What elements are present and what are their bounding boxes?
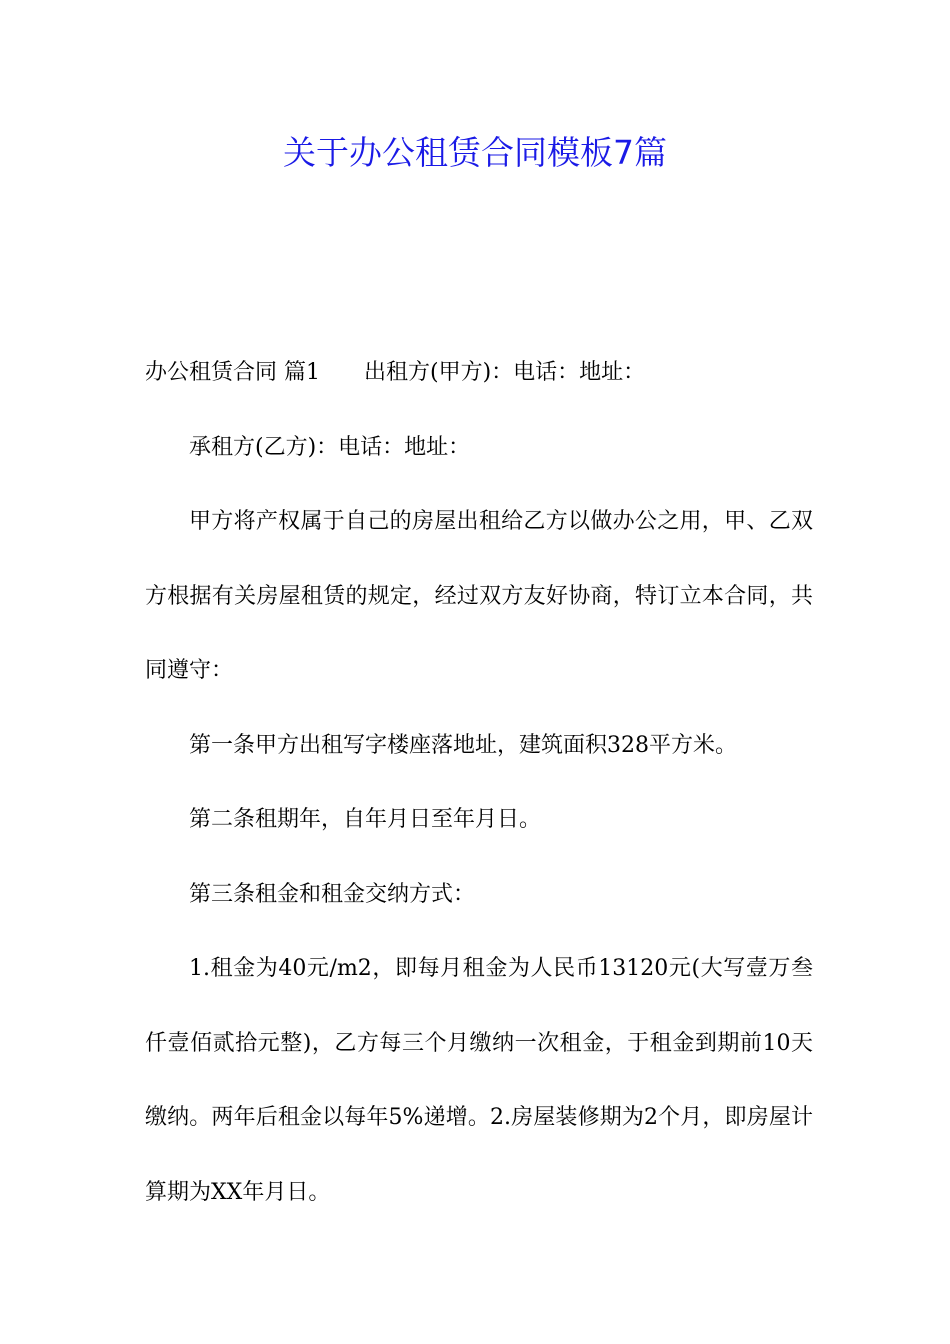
rent-terms-paragraph: 1.租金为40元/m2，即每月租金为人民币13120元(大写壹万叁仟壹佰贰拾元整)，乙方每三个月缴纳一次租金，于租金到期前10天缴纳。两年后租金以每年5%递增。2.房屋装修期为2个月，即房屋计算期为XX年月日。 bbox=[145, 956, 813, 1205]
document-title: 关于办公租赁合同模板7篇 bbox=[283, 133, 667, 172]
lessee-info: 承租方(乙方)：电话：地址： bbox=[189, 434, 471, 460]
article-1-paragraph: 第一条甲方出租写字楼座落地址，建筑面积328平方米。 bbox=[189, 732, 737, 758]
contract-section-label: 办公租赁合同 篇1 bbox=[145, 360, 320, 385]
document-body bbox=[145, 336, 813, 1230]
lessor-info: 出租方(甲方)：电话：地址： bbox=[364, 360, 646, 385]
contract-heading-line bbox=[145, 336, 813, 411]
preamble-paragraph: 甲方将产权属于自己的房屋出租给乙方以做办公之用，甲、乙双方根据有关房屋租赁的规定，经过双方友好协商，特订立本合同，共同遵守： bbox=[145, 509, 813, 683]
article-3-heading: 第三条租金和租金交纳方式： bbox=[189, 881, 476, 907]
article-2-paragraph: 第二条租期年，自年月日至年月日。 bbox=[189, 807, 542, 832]
